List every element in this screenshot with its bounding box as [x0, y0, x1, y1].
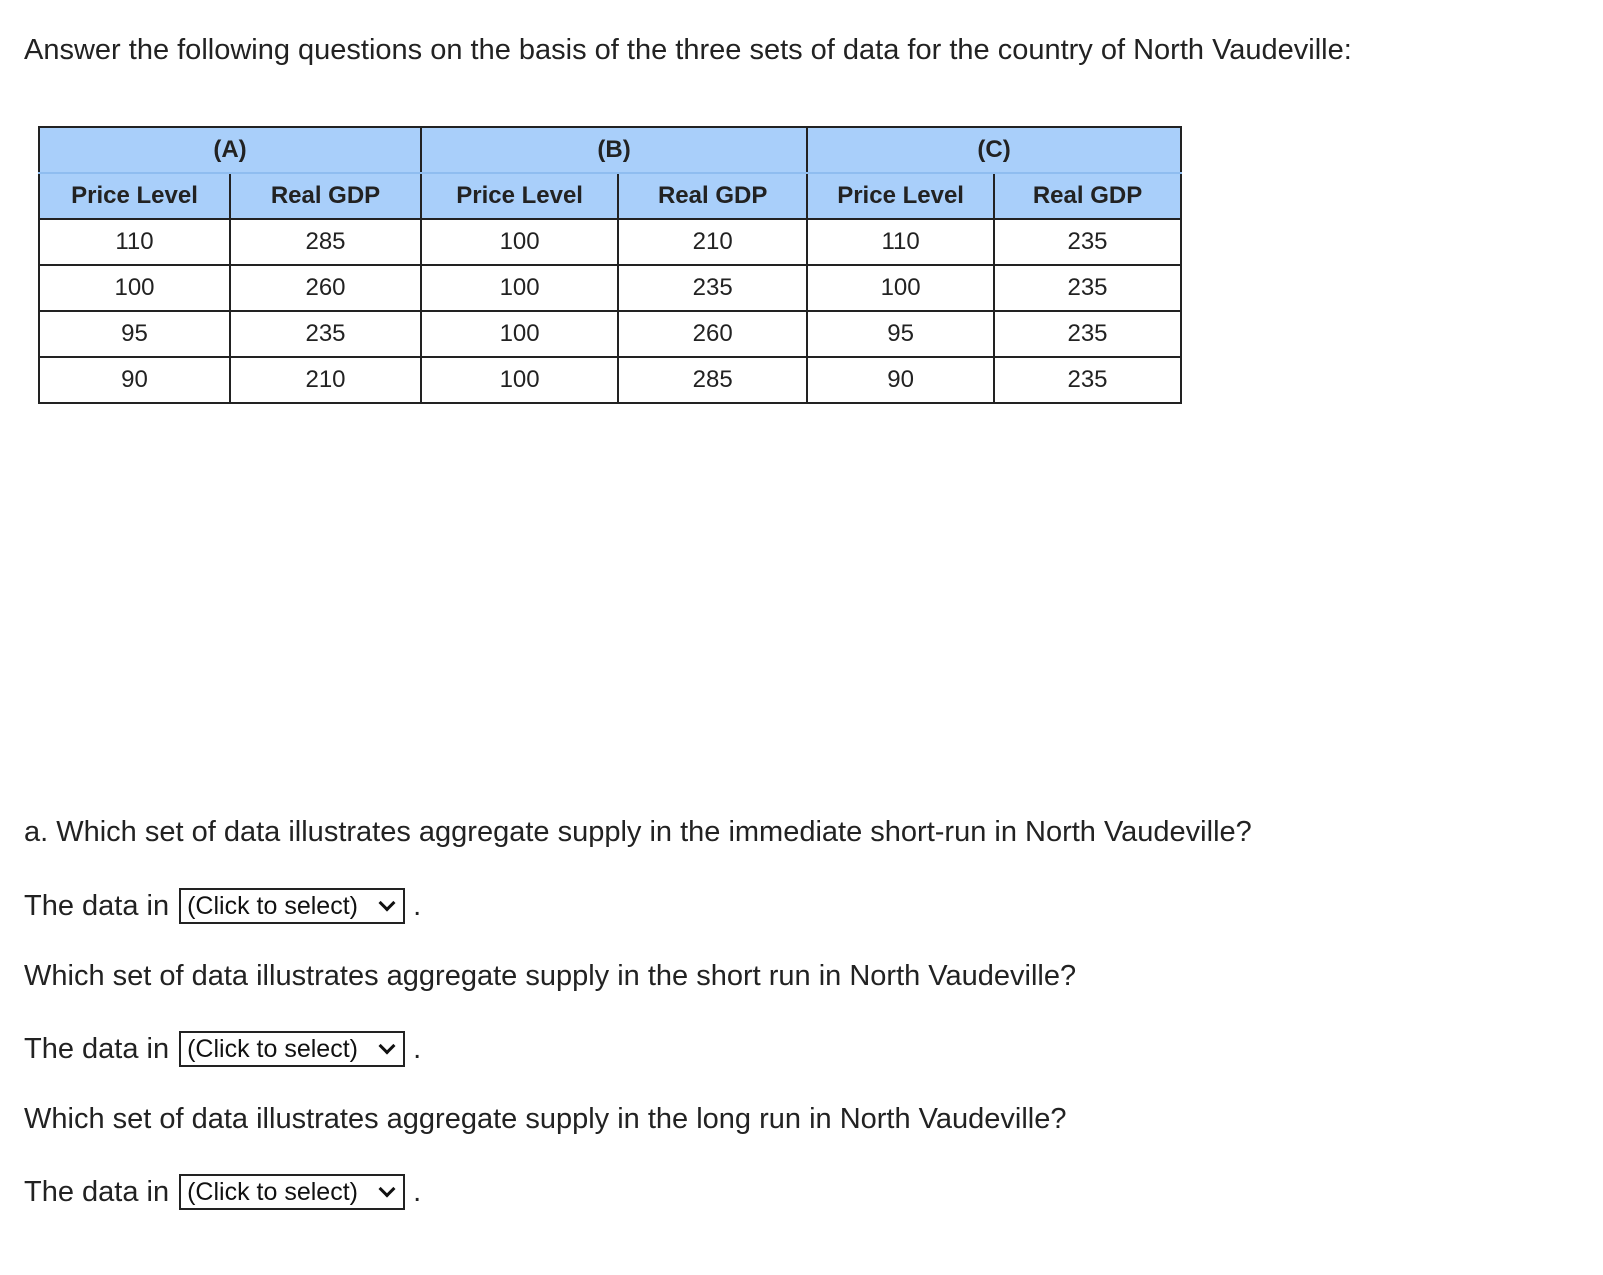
table-cell: 235 [994, 265, 1181, 311]
column-header-price-level-a: Price Level [39, 173, 230, 219]
table-cell: 210 [618, 219, 807, 265]
table-row [39, 357, 1181, 403]
table-cell: 285 [230, 219, 421, 265]
chevron-down-icon [379, 1181, 396, 1198]
table-row [39, 219, 1181, 265]
answer-line-1 [24, 886, 421, 926]
dropdown-value: (Click to select) [187, 1035, 358, 1063]
answer-line-3 [24, 1172, 421, 1212]
table-cell: 100 [421, 265, 618, 311]
answer-prefix: The data in [24, 1033, 170, 1065]
column-header-price-level-b: Price Level [421, 173, 618, 219]
column-header-real-gdp-a: Real GDP [230, 173, 421, 219]
table-cell: 235 [994, 311, 1181, 357]
data-table [38, 126, 1182, 404]
answer-select-long-run[interactable] [179, 1174, 405, 1210]
answer-prefix: The data in [24, 890, 170, 922]
table-cell: 235 [994, 357, 1181, 403]
table-cell: 100 [421, 311, 618, 357]
table-group-header-row [39, 127, 1181, 173]
answer-suffix: . [413, 1176, 422, 1208]
chevron-down-icon [379, 895, 396, 912]
column-header-real-gdp-c: Real GDP [994, 173, 1181, 219]
table-cell: 110 [807, 219, 994, 265]
answer-prefix: The data in [24, 1176, 170, 1208]
group-header-c: (C) [807, 127, 1181, 173]
answer-select-immediate-short-run[interactable] [179, 888, 405, 924]
table-cell: 235 [230, 311, 421, 357]
answer-suffix: . [413, 890, 422, 922]
table-cell: 260 [618, 311, 807, 357]
table-cell: 90 [807, 357, 994, 403]
question-long-run: Which set of data illustrates aggregate supply in the long run in North Vaudeville? [24, 1103, 1067, 1135]
table-row [39, 311, 1181, 357]
dropdown-value: (Click to select) [187, 1178, 358, 1206]
question-short-run: Which set of data illustrates aggregate supply in the short run in North Vaudeville? [24, 960, 1077, 992]
intro-text: Answer the following questions on the basis of the three sets of data for the country of North Vaudeville: [24, 34, 1352, 66]
dropdown-value: (Click to select) [187, 892, 358, 920]
table-cell: 285 [618, 357, 807, 403]
table-cell: 90 [39, 357, 230, 403]
table-cell: 100 [421, 219, 618, 265]
answer-select-short-run[interactable] [179, 1031, 405, 1067]
table-cell: 100 [39, 265, 230, 311]
column-header-price-level-c: Price Level [807, 173, 994, 219]
chevron-down-icon [379, 1038, 396, 1055]
table-cell: 110 [39, 219, 230, 265]
group-header-a: (A) [39, 127, 421, 173]
table-cell: 235 [994, 219, 1181, 265]
table-cell: 235 [618, 265, 807, 311]
table-cell: 100 [421, 357, 618, 403]
table-cell: 95 [807, 311, 994, 357]
table-cell: 260 [230, 265, 421, 311]
table-cell: 95 [39, 311, 230, 357]
table-column-header-row [39, 173, 1181, 219]
table-row [39, 265, 1181, 311]
answer-line-2 [24, 1029, 421, 1069]
answer-suffix: . [413, 1033, 422, 1065]
table-cell: 100 [807, 265, 994, 311]
question-immediate-short-run: a. Which set of data illustrates aggregate supply in the immediate short-run in North Vaudeville? [24, 816, 1252, 848]
table-cell: 210 [230, 357, 421, 403]
group-header-b: (B) [421, 127, 807, 173]
column-header-real-gdp-b: Real GDP [618, 173, 807, 219]
